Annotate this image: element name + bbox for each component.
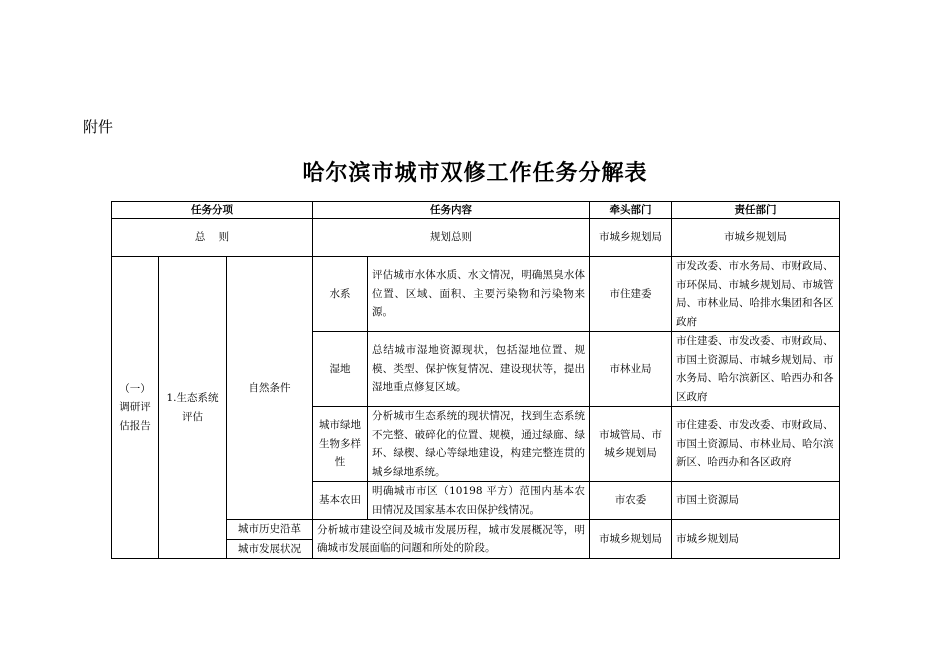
general-responsible: 市城乡规划局 (672, 219, 840, 257)
item-responsible: 市住建委、市发改委、市财政局、市国土资源局、市林业局、哈尔滨新区、哈西办和各区政府 (672, 407, 840, 482)
header-category: 任务分项 (112, 202, 313, 219)
section-label: （一）调研评估报告 (112, 257, 159, 559)
item-label: 湿地 (313, 332, 368, 407)
item-label: 城市绿地生物多样性 (313, 407, 368, 482)
table-row (112, 219, 840, 257)
header-responsible: 责任部门 (672, 202, 840, 219)
history-item-label: 城市历史沿革 (227, 520, 313, 540)
item-lead: 市住建委 (590, 257, 672, 332)
general-lead: 市城乡规划局 (590, 219, 672, 257)
item-content: 总结城市湿地资源现状，包括湿地位置、规模、类型、保护恢复情况、建设现状等，提出湿地重点修复区域。 (368, 332, 590, 407)
general-content: 规划总则 (313, 219, 590, 257)
general-category: 总 则 (112, 219, 313, 257)
item-lead: 市农委 (590, 482, 672, 520)
group-label: 自然条件 (227, 257, 313, 520)
item-lead: 市林业局 (590, 332, 672, 407)
item-responsible: 市住建委、市发改委、市财政局、市国土资源局、市城乡规划局、市水务局、哈尔滨新区、哈西办和各区政府 (672, 332, 840, 407)
item-content: 评估城市水体水质、水文情况，明确黑臭水体位置、区域、面积、主要污染物和污染物来源。 (368, 257, 590, 332)
item-content: 分析城市生态系统的现状情况，找到生态系统不完整、破碎化的位置、规模，通过绿廊、绿环、绿楔、绿心等绿地建设，构建完整连贯的城乡绿地系统。 (368, 407, 590, 482)
subsection-label: 1.生态系统评估 (159, 257, 227, 559)
item-label: 基本农田 (313, 482, 368, 520)
attachment-label: 附件 (83, 118, 114, 136)
task-breakdown-table (111, 201, 840, 559)
table-header-row (112, 202, 840, 219)
table-row (112, 257, 840, 332)
header-content: 任务内容 (313, 202, 590, 219)
history-content: 分析城市建设空间及城市发展历程，城市发展概况等，明确城市发展面临的问题和所处的阶段。 (313, 520, 590, 559)
document-title: 哈尔滨市城市双修工作任务分解表 (302, 160, 648, 186)
item-lead: 市城管局、市城乡规划局 (590, 407, 672, 482)
item-label: 水系 (313, 257, 368, 332)
item-content: 明确城市市区（10198 平方）范围内基本农田情况及国家基本农田保护线情况。 (368, 482, 590, 520)
item-responsible: 市发改委、市水务局、市财政局、市环保局、市城乡规划局、市城管局、市林业局、哈排水集团和各区政府 (672, 257, 840, 332)
item-responsible: 市国土资源局 (672, 482, 840, 520)
history-responsible: 市城乡规划局 (672, 520, 840, 559)
header-lead: 牵头部门 (590, 202, 672, 219)
development-item-label: 城市发展状况 (227, 539, 313, 559)
history-lead: 市城乡规划局 (590, 520, 672, 559)
